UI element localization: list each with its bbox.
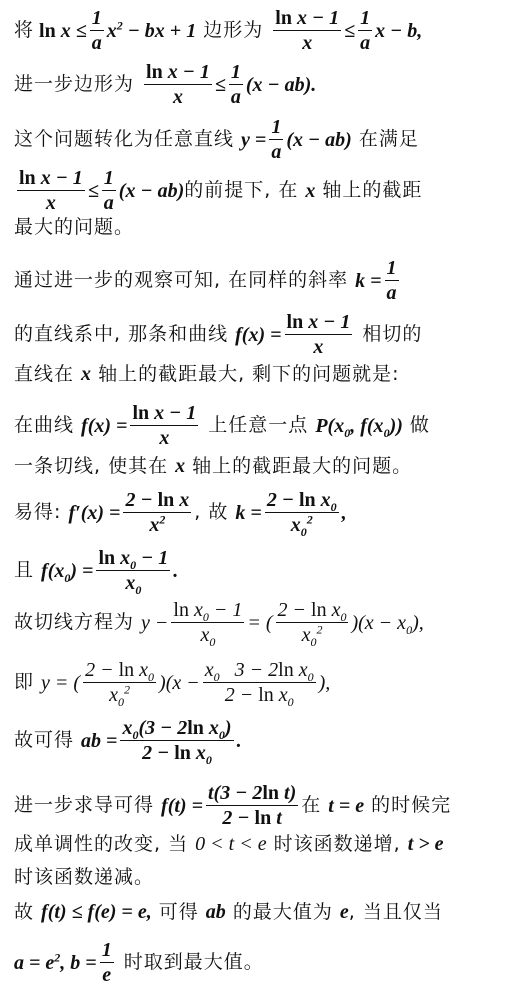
text-line-3: 这个问题转化为任意直线 y = $\frac{1}{a}$ (x − ab) 在满足 <box>14 116 419 163</box>
text-line-7: 的直线系中, 那条和曲线 f(x) = $\frac{\text{ln x − 1}}{x}$ 相切的 <box>14 311 423 358</box>
text-line-20: $a = e^2$, b = $\frac{1}{e}$ 时取到最大值。 <box>14 939 264 986</box>
text-line-5: 最大的问题。 <box>14 216 135 238</box>
text-line-12: 且 $f(x_0)$ = $\frac{\ln x_0 - 1}{x_0}$ . <box>14 547 179 597</box>
text-line-11: 易得: f′(x) = $\frac{\text{2 − ln x}}{x^2}$ , 故 k = $\frac{2 - \ln x_0}{x_0^2}$ , <box>14 489 347 539</box>
text-line-8: 直线在 x 轴上的截距最大, 剩下的问题就是: <box>14 362 400 385</box>
text-line-6: 通过进一步的观察可知, 在同样的斜率 k = $\frac{1}{a}$ <box>14 257 397 304</box>
text-line-10: 一条切线, 使其在 x 轴上的截距最大的问题。 <box>14 454 413 477</box>
text-line-17: 成单调性的改变, 当 0 < t < e 时该函数递增, t > e <box>14 832 444 855</box>
text-line-2: 进一步边形为 $\frac{\text{ln x − 1}}{x}$ ≤ $\frac{1}{a}$ (x − ab). <box>14 61 317 108</box>
text-line-9: 在曲线 f(x) = $\frac{\text{ln x − 1}}{x}$ 上任意一点 $P(x_0$, $f(x_0)$) 做 <box>14 402 430 449</box>
text-line-16: 进一步求导可得 f(t) = $\frac{\text{t(3 − 2ln t)}}{\text{2 − ln t}}$ 在 t = e 的时候完 <box>14 782 452 829</box>
text-line-18: 时该函数递减。 <box>14 866 155 888</box>
text-line-15: 故可得 ab = $\frac{x_0(3 - 2\ln x_0)}{2 - \ln x_0}$ . <box>14 717 242 767</box>
text-line-14: 即 y = ( $\frac{2 - \ln x_0}{x_0^2}$ )(x − $\frac{x_0 3 - 2\ln x_0}{2 - \ln x_0}$ ), <box>14 659 331 709</box>
text-line-13: 故切线方程为 y − $\frac{\ln x_0 - 1}{x_0}$ = ( $\frac{2 - \ln x_0}{x_0^2}$ )$(x - x_0)$, <box>14 599 424 649</box>
text-line-19: 故 f(t) ≤ f(e) = e, 可得 ab 的最大值为 e , 当且仅当 <box>14 900 443 923</box>
text-line-4: $\frac{\text{ln x − 1}}{x}$ ≤ $\frac{1}{a}$ (x − ab) 的前提下, 在 x 轴上的截距 <box>19 167 423 214</box>
text-line-1: 将 ln x ≤ $\frac{1}{a}$ $x^2$ − bx + 1 边形为 $\frac{\text{ln x − 1}}{x}$ ≤ $\frac{1}{a}$ x − b, <box>14 7 423 54</box>
